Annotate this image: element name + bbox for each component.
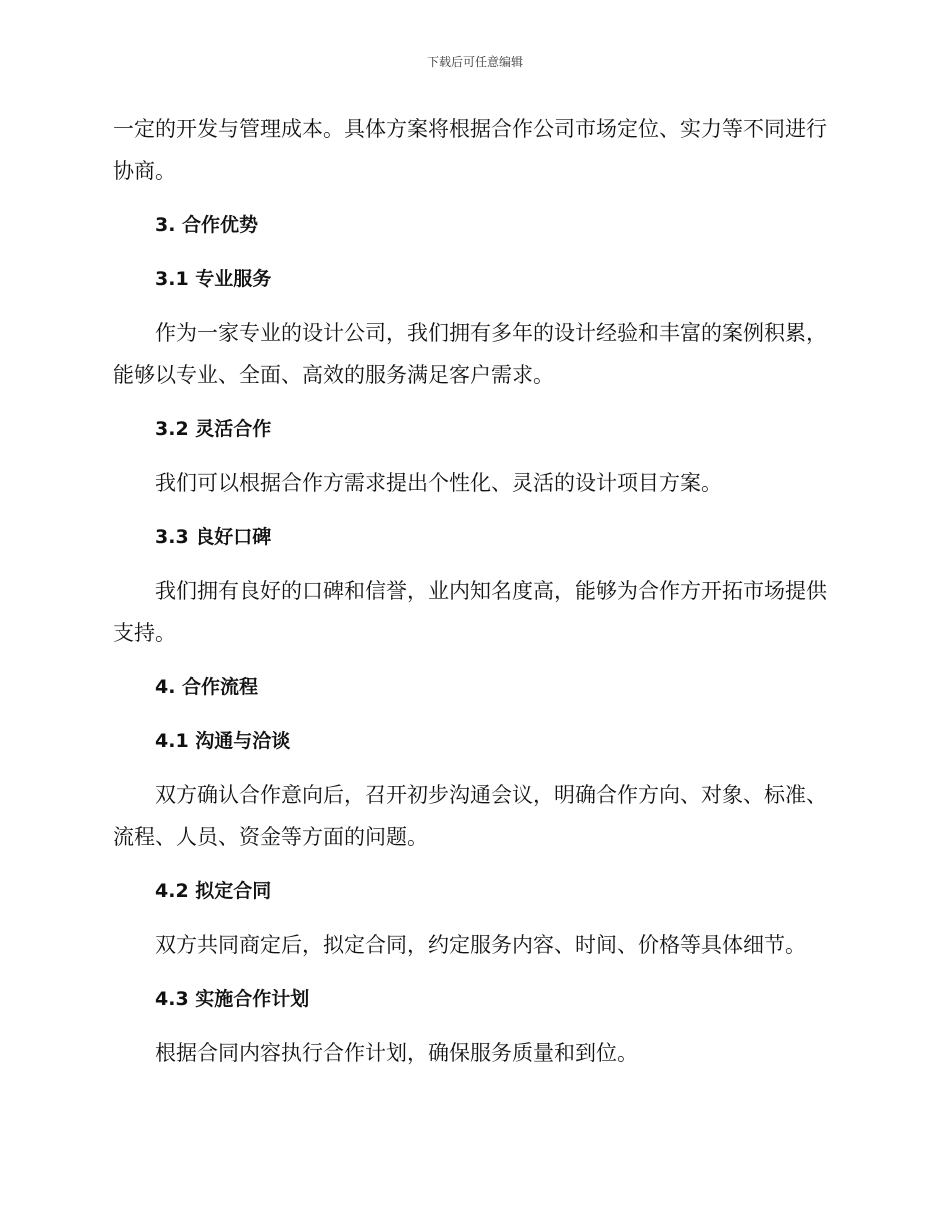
paragraph-flexible-cooperation: 我们可以根据合作方需求提出个性化、灵活的设计项目方案。 xyxy=(155,471,722,495)
paragraph-communication: 双方确认合作意向后，召开初步沟通会议，明确合作方向、对象、标准、流程、人员、资金等方面的问题。 xyxy=(113,783,827,849)
paragraph-good-reputation: 我们拥有良好的口碑和信誉，业内知名度高，能够为合作方开拓市场提供支持。 xyxy=(113,579,827,645)
page-header: 下载后可任意编辑 xyxy=(426,55,523,69)
heading-draft-contract: 4.2 拟定合同 xyxy=(155,880,272,902)
document-body xyxy=(113,108,833,1086)
heading-good-reputation: 3.3 良好口碑 xyxy=(155,526,272,548)
heading-communication: 4.1 沟通与洽谈 xyxy=(155,730,291,752)
paragraph-implement-plan: 根据合同内容执行合作计划，确保服务质量和到位。 xyxy=(155,1041,638,1065)
heading-cooperation-advantages: 3. 合作优势 xyxy=(155,214,259,236)
paragraph-cost-negotiation: 一定的开发与管理成本。具体方案将根据合作公司市场定位、实力等不同进行协商。 xyxy=(113,117,827,183)
heading-cooperation-process: 4. 合作流程 xyxy=(155,676,259,698)
heading-implement-plan: 4.3 实施合作计划 xyxy=(155,988,310,1010)
heading-flexible-cooperation: 3.2 灵活合作 xyxy=(155,418,272,440)
heading-professional-service: 3.1 专业服务 xyxy=(155,268,272,290)
paragraph-professional-service: 作为一家专业的设计公司，我们拥有多年的设计经验和丰富的案例积累，能够以专业、全面、高效的服务满足客户需求。 xyxy=(113,321,827,387)
paragraph-draft-contract: 双方共同商定后，拟定合同，约定服务内容、时间、价格等具体细节。 xyxy=(155,933,806,957)
